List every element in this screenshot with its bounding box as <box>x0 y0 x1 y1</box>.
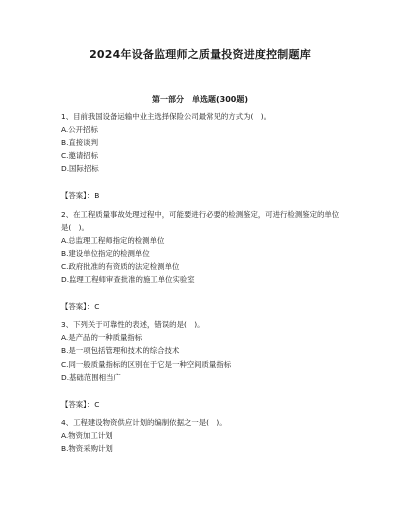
option-d: D.国际招标 <box>61 164 99 174</box>
option-b: B.直接谈判 <box>61 138 98 148</box>
question-1 <box>61 110 346 203</box>
answer-label: 【答案】：C <box>61 399 100 409</box>
option-c: C.政府批准的有资质的法定检测单位 <box>61 261 180 271</box>
question-stem: 4、工程建设物资供应计划的编制依据之一是( )。 <box>61 417 227 427</box>
question-stem: 3、下列关于可靠性的表述，错误的是( )。 <box>61 320 205 330</box>
option-a: A.公开招标 <box>61 125 98 135</box>
answer-label: 【答案】：B <box>61 191 100 201</box>
section-title: 第一部分 单选题(300题) <box>151 95 248 104</box>
option-d: D.基础范围相当广 <box>61 372 121 382</box>
option-a: A.是产品的一种质量指标 <box>61 333 143 343</box>
option-c: C.邀请招标 <box>61 151 99 161</box>
option-a: A.总监理工程师指定的检测单位 <box>61 235 165 245</box>
question-list <box>61 110 346 455</box>
option-a: A.物资加工计划 <box>61 430 113 440</box>
question-stem: 1、目前我国设备运输中业主选择保险公司最常见的方式为( )。 <box>61 112 272 121</box>
option-b: B.是一项包括管理和技术的综合技术 <box>61 346 180 356</box>
document-title: 2024年设备监理师之质量投资进度控制题库 <box>89 48 311 61</box>
option-c: C.同一般质量指标的区别在于它是一种空间质量指标 <box>61 359 232 369</box>
question-4 <box>61 416 346 455</box>
question-2 <box>61 208 346 314</box>
option-b: B.建设单位指定的检测单位 <box>61 248 150 258</box>
answer-label: 【答案】：C <box>61 302 100 312</box>
question-stem: 2、在工程质量事故处理过程中，可能要进行必要的检测鉴定，可进行检测鉴定的单位是( )。 <box>61 209 340 232</box>
option-d: D.监理工程师审查批准的施工单位实验室 <box>61 275 195 285</box>
question-3 <box>61 318 346 411</box>
option-b: B.物资采购计划 <box>61 443 113 453</box>
